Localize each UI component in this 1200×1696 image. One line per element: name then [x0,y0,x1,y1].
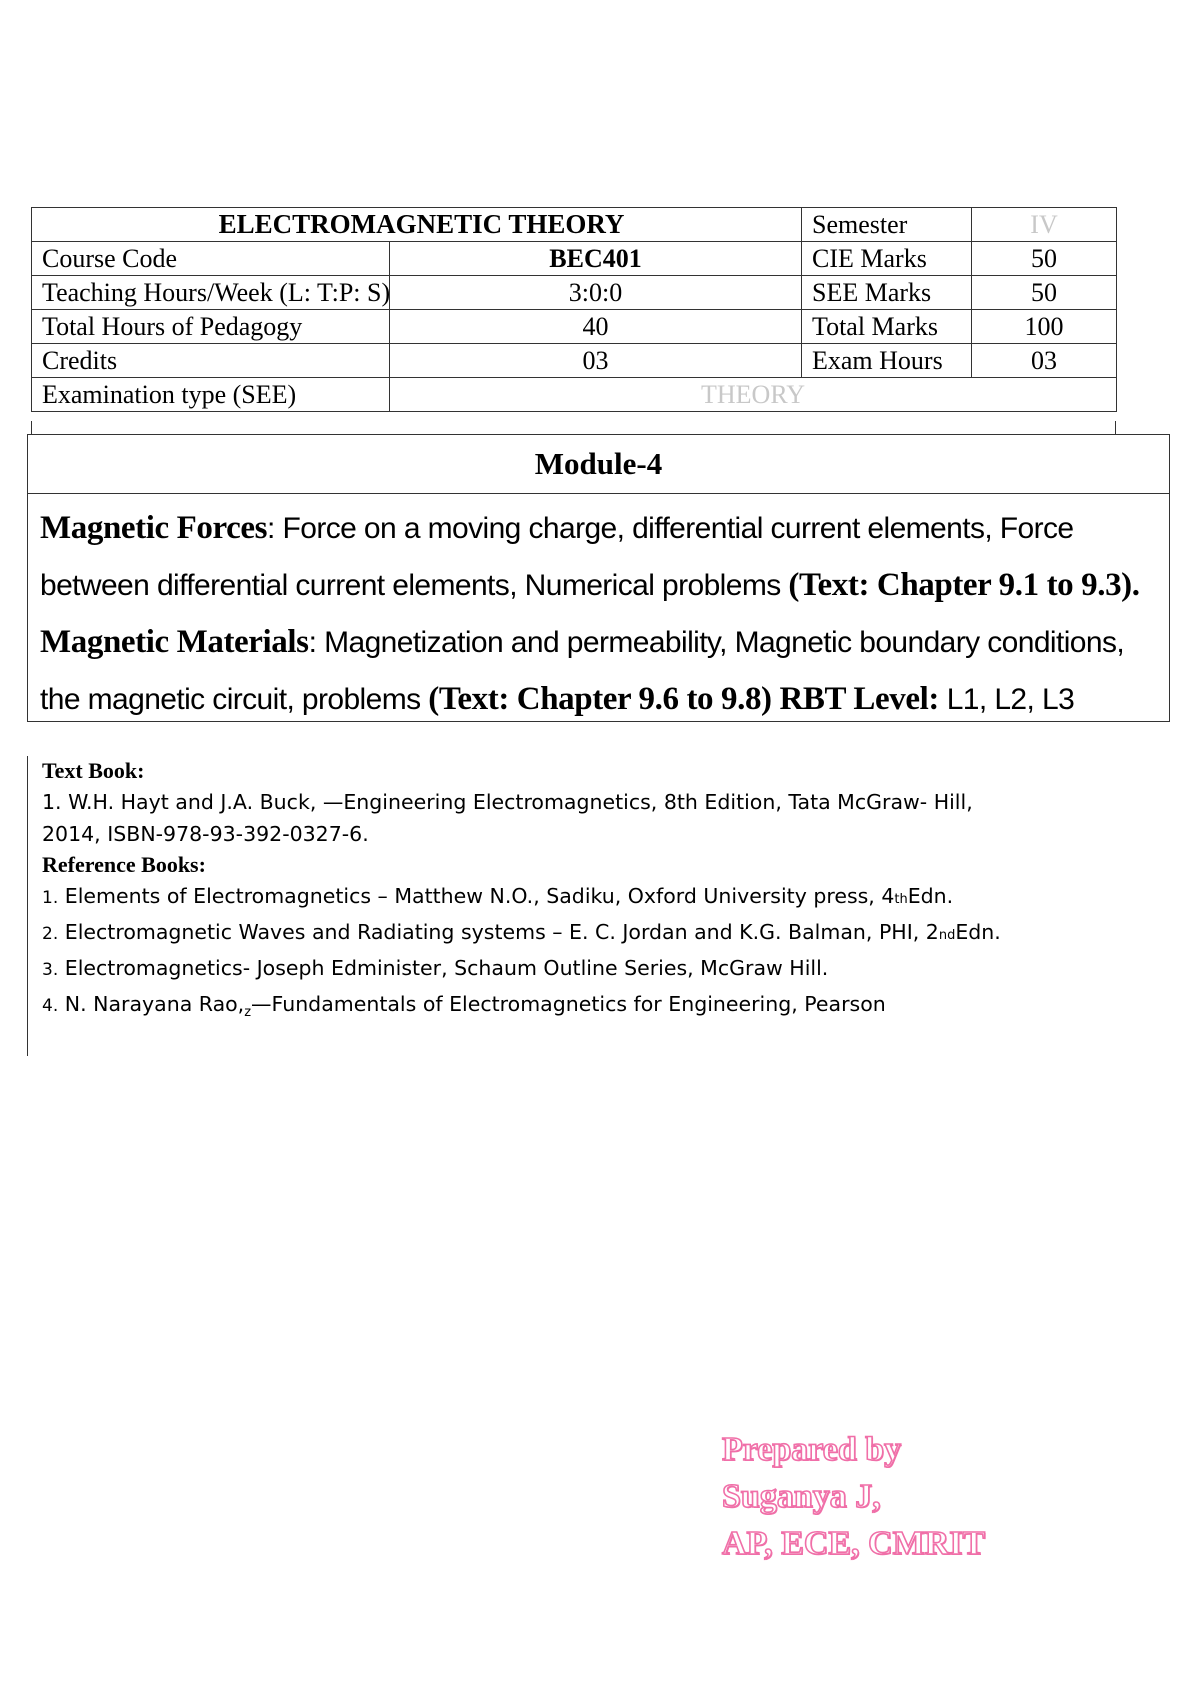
text-book-entry-continued: 2014, ISBN-978-93-392-0327-6. [42,822,369,846]
row-label: Total Hours of Pedagogy [32,310,390,344]
row-value: 50 [972,276,1117,310]
list-item: 1. Elements of Electromagnetics – Matthew N.O., Sadiku, Oxford University press, 4thEdn. [42,884,954,908]
course-details-table [31,207,1117,412]
row-label: Exam Hours [802,344,972,378]
magnetic-materials-reference: (Text: Chapter 9.6 to 9.8) RBT Level: [428,681,939,717]
author-affiliation: AP, ECE, CMRIT [722,1525,986,1562]
row-value: 100 [972,310,1117,344]
table-tail [31,421,1116,435]
text-book-entry: 1. W.H. Hayt and J.A. Buck, —Engineering Electromagnetics, 8th Edition, Tata McGraw- Hill, [42,790,973,814]
module-content [28,494,1169,728]
books-section [27,756,1147,1056]
list-item: 3. Electromagnetics- Joseph Edminister, Schaum Outline Series, McGraw Hill. [42,956,829,980]
table-row [32,378,1117,412]
module-box [27,434,1170,722]
module-title: Module-4 [28,435,1169,494]
magnetic-materials-text: : Magnetization and permeability, Magnetic boundary conditions, the magnetic circuit, problems [40,626,1125,716]
row-label: Teaching Hours/Week (L: T:P: S) [32,276,390,310]
row-label: SEE Marks [802,276,972,310]
author-name: Suganya J, [722,1478,881,1515]
row-label: Credits [32,344,390,378]
list-item: 4. N. Narayana $Rao,_z—Fundamentals$ of Electromagnetics for Engineering, Pearson [42,992,886,1021]
magnetic-forces-reference: (Text: Chapter 9.1 to 9.3). [788,567,1140,603]
magnetic-forces-text: : Force on a moving charge, differential current elements, Force between differential current elements, Numerical problems [40,512,1074,602]
magnetic-forces-heading: Magnetic Forces [40,510,268,546]
table-row [32,276,1117,310]
course-title: ELECTROMAGNETIC THEORY [32,208,802,242]
rbt-levels: L1, L2, L3 [938,683,1075,716]
table-row [32,242,1117,276]
course-code-value: BEC401 [390,242,802,276]
row-value: 3:0:0 [390,276,802,310]
row-label: Course Code [32,242,390,276]
table-row [32,344,1117,378]
row-value: 03 [972,344,1117,378]
row-value: 50 [972,242,1117,276]
row-label: Total Marks [802,310,972,344]
prepared-by-note [722,1426,985,1567]
table-row [32,208,1117,242]
reference-books-heading: Reference Books: [42,852,206,877]
prepared-by-line: Prepared by [722,1431,902,1468]
text-book-heading: Text Book: [42,758,145,783]
magnetic-materials-heading: Magnetic Materials [40,624,309,660]
table-row [32,310,1117,344]
row-label: CIE Marks [802,242,972,276]
row-value: 40 [390,310,802,344]
row-value: 03 [390,344,802,378]
semester-value: IV [972,208,1117,242]
exam-type-label: Examination type (SEE) [32,378,390,412]
exam-type-value: THEORY [390,378,1117,412]
semester-label: Semester [802,208,972,242]
list-item: 2. Electromagnetic Waves and Radiating systems – E. C. Jordan and K.G. Balman, PHI, 2ndEdn. [42,920,1001,944]
